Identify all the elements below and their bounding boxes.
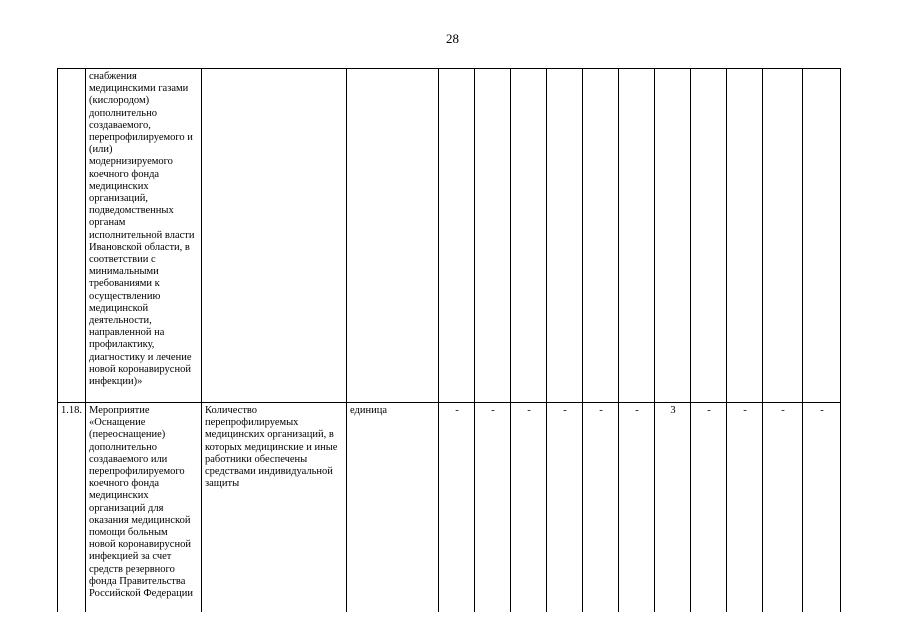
text-line: создаваемого, xyxy=(89,119,151,131)
text-line: медицинских xyxy=(89,180,149,192)
text-line: организаций, xyxy=(89,193,148,205)
value-cell: - xyxy=(691,403,727,613)
text-line: средствами индивидуальной xyxy=(205,466,333,478)
program-table xyxy=(57,68,841,612)
value-cell: - xyxy=(511,403,547,613)
text-line: медицинскими газами xyxy=(89,83,189,95)
text-line: дополнительно xyxy=(89,107,157,119)
text-line: медицинских организаций, в xyxy=(205,429,334,441)
indicator-cell xyxy=(202,69,347,403)
value-cell: - xyxy=(763,403,803,613)
indicator-cell xyxy=(202,403,347,613)
text-line: Количество xyxy=(205,405,258,416)
value-cell xyxy=(547,69,583,403)
text-line: новой коронавирусной xyxy=(89,539,191,551)
text-line: соответствии с xyxy=(89,254,156,266)
text-line: медицинской xyxy=(89,302,149,314)
text-line: «Оснащение xyxy=(89,417,146,429)
text-line: работники обеспечены xyxy=(205,453,308,465)
text-line: требованиями к xyxy=(89,278,160,290)
text-line: направленной на xyxy=(89,327,165,339)
text-line: фонда Правительства xyxy=(89,575,186,587)
value-cell: - xyxy=(727,403,763,613)
measure-name-cell xyxy=(86,69,202,403)
value-cell xyxy=(475,69,511,403)
text-line: средств резервного xyxy=(89,563,175,575)
value-cell: - xyxy=(619,403,655,613)
value-cell xyxy=(803,69,841,403)
text-line: помощи больным xyxy=(89,527,168,539)
text-line: медицинских xyxy=(89,490,149,502)
text-line: (кислородом) xyxy=(89,95,150,107)
text-line: Мероприятие xyxy=(89,405,150,416)
text-line: диагностику и лечение xyxy=(89,351,192,363)
text-line: защиты xyxy=(205,478,240,490)
value-cell xyxy=(619,69,655,403)
value-cell xyxy=(691,69,727,403)
text-line: коечного фонда xyxy=(89,478,160,490)
text-line: инфекции)» xyxy=(89,376,143,388)
text-line: деятельности, xyxy=(89,315,152,327)
text-line: которых медицинские и иные xyxy=(205,441,338,453)
text-line: органам xyxy=(89,217,126,229)
value-cell xyxy=(763,69,803,403)
value-cell: - xyxy=(475,403,511,613)
text-line: модернизируемого xyxy=(89,156,173,168)
value-cell xyxy=(655,69,691,403)
text-line: коечного фонда xyxy=(89,168,160,180)
text-line: перепрофилируемых xyxy=(205,417,299,429)
text-line: перепрофилируемого и xyxy=(89,132,193,144)
text-line: Российской Федерации xyxy=(89,588,193,600)
value-cell: - xyxy=(803,403,841,613)
table-row xyxy=(58,403,841,613)
text-line: профилактику, xyxy=(89,339,155,351)
text-line: (переоснащение) xyxy=(89,429,166,441)
row-number-cell xyxy=(58,69,86,403)
row-number-cell: 1.18. xyxy=(58,403,86,613)
value-cell: 3 xyxy=(655,403,691,613)
page-number: 28 xyxy=(446,31,459,46)
text-line: дополнительно xyxy=(89,441,157,453)
value-cell: - xyxy=(439,403,475,613)
text-line: снабжения xyxy=(89,71,137,82)
text-line: Ивановской области, в xyxy=(89,241,190,253)
unit-cell xyxy=(347,69,439,403)
text-line: подведомственных xyxy=(89,205,174,217)
text-line: создаваемого или xyxy=(89,453,168,465)
text-line: инфекцией за счет xyxy=(89,551,172,563)
text-line: минимальными xyxy=(89,266,159,278)
value-cell xyxy=(511,69,547,403)
text-line: исполнительной власти xyxy=(89,229,195,241)
text-line: перепрофилируемого xyxy=(89,466,185,478)
text-line: оказания медицинской xyxy=(89,514,191,526)
text-line: (или) xyxy=(89,144,113,156)
measure-name-cell xyxy=(86,403,202,613)
value-cell: - xyxy=(583,403,619,613)
text-line: организаций для xyxy=(89,502,164,514)
value-cell xyxy=(727,69,763,403)
text-line: осуществлению xyxy=(89,290,161,302)
unit-cell: единица xyxy=(347,403,439,613)
value-cell xyxy=(439,69,475,403)
value-cell: - xyxy=(547,403,583,613)
table-row xyxy=(58,69,841,403)
text-line: новой коронавирусной xyxy=(89,363,191,375)
value-cell xyxy=(583,69,619,403)
